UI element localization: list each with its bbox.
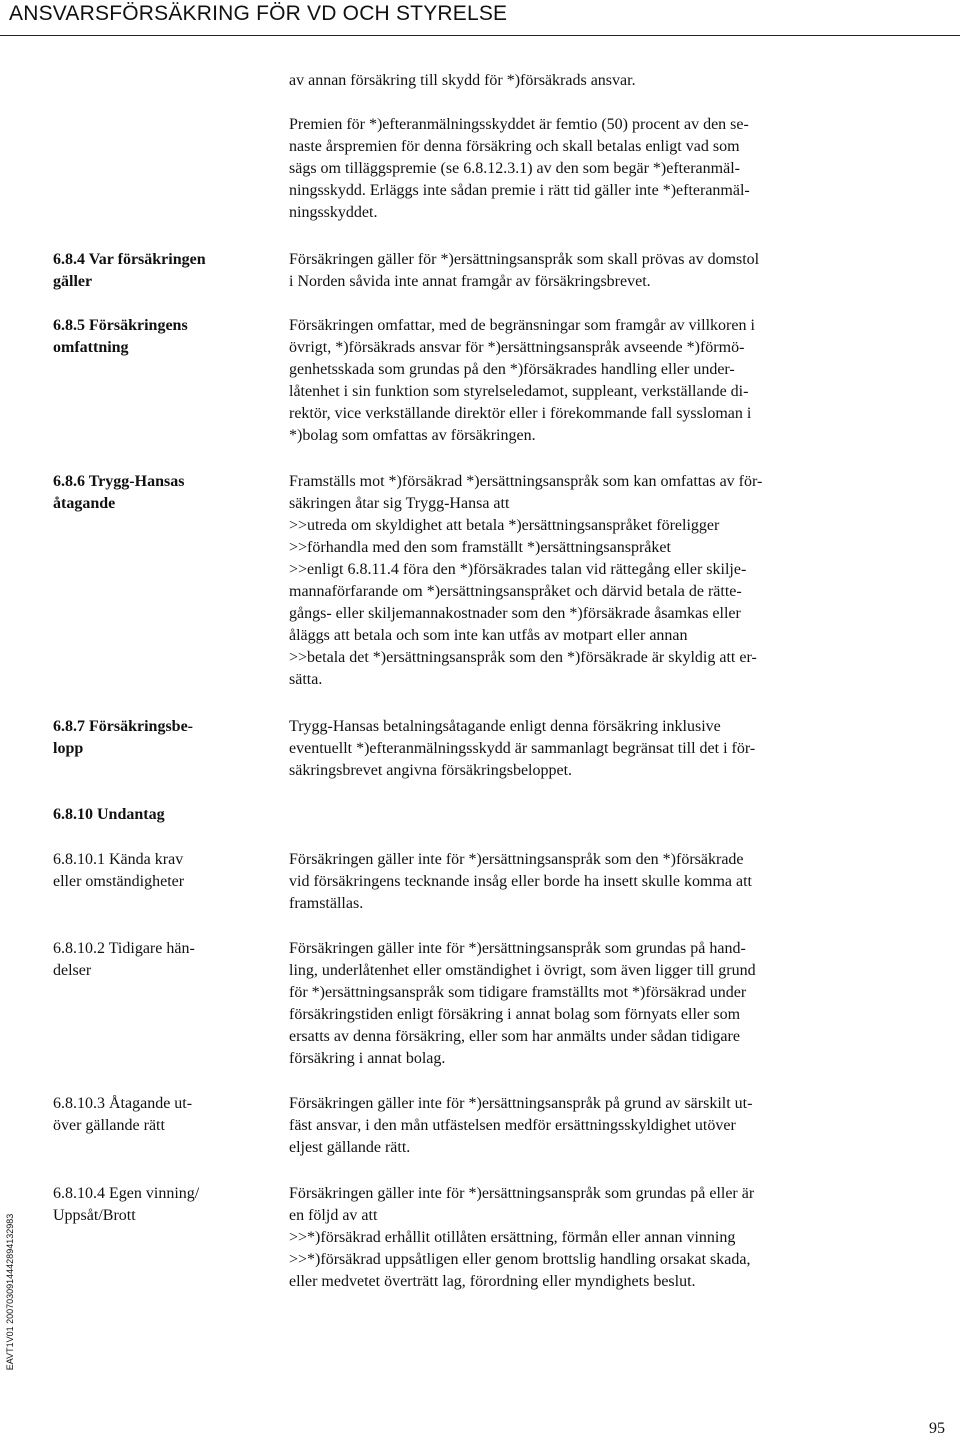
intro-line: ningsskydd. Erläggs inte sådan premie i rätt tid gäller inte *)efteranmäl- [289, 182, 750, 199]
section-body-line: övrigt, *)försäkrads ansvar för *)ersättningsanspråk avseende *)förmö- [289, 339, 745, 356]
section-label: delser [53, 962, 92, 979]
section-body-line: försäkring i annat bolag. [289, 1050, 446, 1067]
section-label: 6.8.10.4 Egen vinning/ [53, 1185, 200, 1202]
section-label: 6.8.7 Försäkringsbe- [53, 718, 193, 735]
section-body-line: >>*)försäkrad uppsåtligen eller genom brottslig handling orsakat skada, [289, 1251, 751, 1268]
section-body-line: låtenhet i sin funktion som styrelseledamot, suppleant, verkställande di- [289, 383, 749, 400]
section-body-line: eljest gällande rätt. [289, 1139, 411, 1156]
page-number: 95 [929, 1420, 945, 1437]
section-label: över gällande rätt [53, 1117, 165, 1134]
section-label: 6.8.6 Trygg-Hansas [53, 473, 185, 490]
section-label: 6.8.5 Försäkringens [53, 317, 188, 334]
section-label: omfattning [53, 339, 129, 356]
document-title: ANSVARSFÖRSÄKRING FÖR VD OCH STYRELSE [9, 2, 508, 25]
section-body-line: åläggs att betala och som inte kan utfås av motpart eller annan [289, 627, 688, 644]
section-label: gäller [53, 273, 93, 290]
section-body-line: mannaförfarande om *)ersättningsanspråket och därvid betala de rätte- [289, 583, 742, 600]
section-body-line: Försäkringen gäller inte för *)ersättningsanspråk som grundas på eller är [289, 1185, 755, 1202]
section-body-line: för *)ersättningsanspråk som tidigare framställts mot *)försäkrad under [289, 984, 747, 1001]
section-body-line: fäst ansvar, i den mån utfästelsen medför ersättningsskyldighet utöver [289, 1117, 736, 1134]
intro-line: ningsskyddet. [289, 204, 378, 221]
section-body-line: gångs- eller skiljemannakostnader som den *)försäkrade åsamkas eller [289, 605, 741, 622]
section-body-line: i Norden såvida inte annat framgår av försäkringsbrevet. [289, 273, 651, 290]
side-document-code-text: EAVT1V01 2007030914442894132983 [5, 1213, 15, 1371]
intro-line: sägs om tilläggspremie (se 6.8.12.3.1) av den som begär *)efteranmäl- [289, 160, 740, 177]
section-body-line: en följd av att [289, 1207, 378, 1224]
section-body-line: *)bolag som omfattas av försäkringen. [289, 427, 536, 444]
section-body-line: försäkringstiden enligt försäkring i annat bolag som förnyats eller som [289, 1006, 741, 1023]
section-body-line: Trygg-Hansas betalningsåtagande enligt denna försäkring inklusive [289, 718, 721, 735]
section-body-line: eventuellt *)efteranmälningsskydd är sammanlagt begränsat till det i för- [289, 740, 756, 757]
section-body-line: säkringen åtar sig Trygg-Hansa att [289, 495, 510, 512]
section-body-line: ersatts av denna försäkring, eller som har anmälts under sådan tidigare [289, 1028, 740, 1045]
section-body-line: eller medvetet överträtt lag, förordning eller myndighets beslut. [289, 1273, 696, 1290]
intro-line: naste årspremien för denna försäkring och skall betalas enligt vad som [289, 138, 740, 155]
section-body-line: Försäkringen gäller inte för *)ersättningsanspråk som den *)försäkrade [289, 851, 744, 868]
section-body-line: Försäkringen omfattar, med de begränsningar som framgår av villkoren i [289, 317, 755, 334]
section-body-line: säkringsbrevet angivna försäkringsbeloppet. [289, 762, 573, 779]
section-body-line: ling, underlåtenhet eller omständighet i övrigt, som även ligger till grund [289, 962, 756, 979]
section-body-line: vid försäkringens tecknande insåg eller borde ha insett skulle komma att [289, 873, 752, 890]
section-body-line: Försäkringen gäller för *)ersättningsanspråk som skall prövas av domstol [289, 251, 760, 268]
section-body-line: rektör, vice verkställande direktör eller i förekommande fall syssloman i [289, 405, 752, 422]
section-label: eller omständigheter [53, 873, 185, 890]
section-heading-undantag: 6.8.10 Undantag [53, 806, 165, 823]
section-label: Uppsåt/Brott [53, 1207, 136, 1224]
section-body-line: framställas. [289, 895, 364, 912]
section-body-line: sätta. [289, 671, 323, 688]
side-document-code [3, 1172, 17, 1412]
section-label: åtagande [53, 495, 116, 512]
section-body-line: genhetsskada som grundas på den *)försäkrades handling eller under- [289, 361, 735, 378]
section-body-line: Försäkringen gäller inte för *)ersättningsanspråk på grund av särskilt ut- [289, 1095, 753, 1112]
section-label: 6.8.4 Var försäkringen [53, 251, 206, 268]
intro-line: av annan försäkring till skydd för *)försäkrads ansvar. [289, 72, 636, 89]
section-label: 6.8.10.3 Åtagande ut- [53, 1095, 193, 1112]
intro-line: Premien för *)efteranmälningsskyddet är femtio (50) procent av den se- [289, 116, 749, 133]
section-body-line: Framställs mot *)försäkrad *)ersättningsanspråk som kan omfattas av för- [289, 473, 763, 490]
section-label: 6.8.10.1 Kända krav [53, 851, 184, 868]
section-body-line: >>utreda om skyldighet att betala *)ersättningsanspråket föreligger [289, 517, 720, 534]
section-label: 6.8.10.2 Tidigare hän- [53, 940, 195, 957]
page-header [0, 0, 960, 44]
section-body-line: >>*)försäkrad erhållit otillåten ersättning, förmån eller annan vinning [289, 1229, 736, 1246]
section-body-line: >>enligt 6.8.11.4 föra den *)försäkrades talan vid rättegång eller skilje- [289, 561, 747, 578]
header-divider [0, 35, 960, 36]
section-body-line: Försäkringen gäller inte för *)ersättningsanspråk som grundas på hand- [289, 940, 746, 957]
section-label: lopp [53, 740, 84, 757]
section-body-line: >>betala det *)ersättningsanspråk som den *)försäkrade är skyldig att er- [289, 649, 757, 666]
section-body-line: >>förhandla med den som framställt *)ersättningsanspråket [289, 539, 671, 556]
